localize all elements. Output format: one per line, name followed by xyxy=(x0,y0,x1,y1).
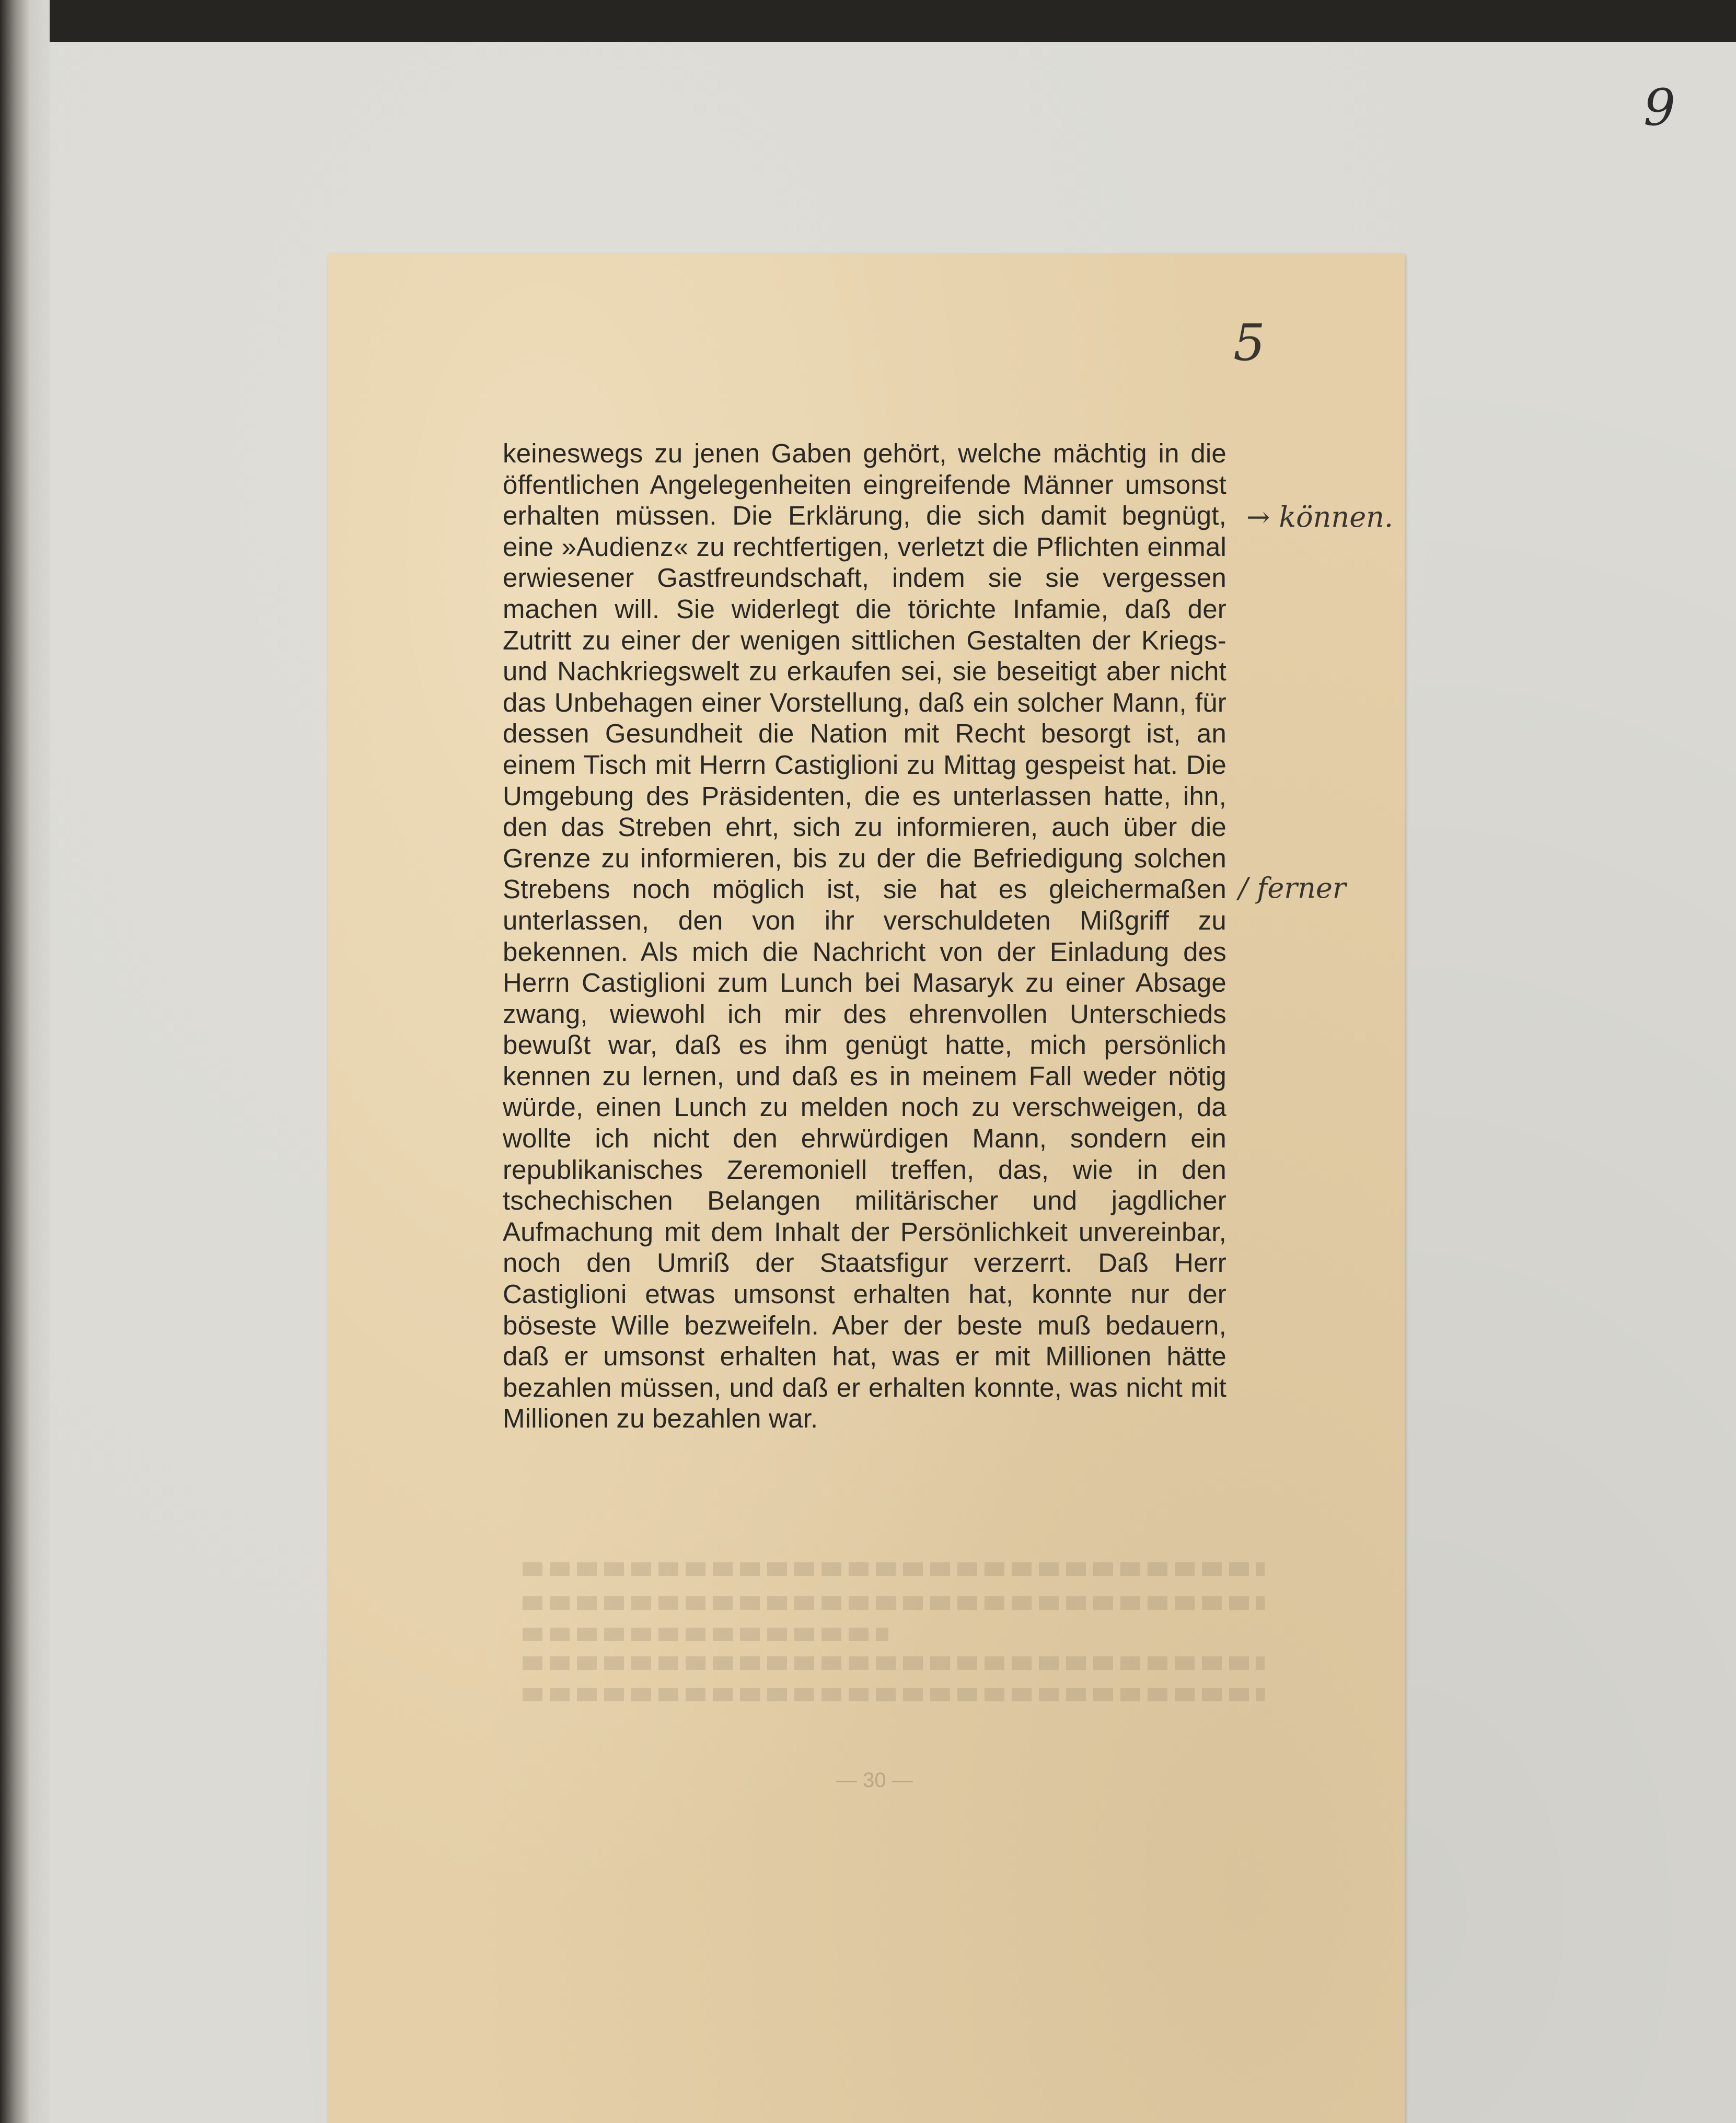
bleed-through-line xyxy=(523,1656,1265,1670)
handwritten-margin-note: / ferner xyxy=(1239,872,1346,904)
album-page-number: 9 xyxy=(1644,78,1676,137)
bleed-through-folio: — 30 — xyxy=(836,1769,913,1792)
clipping-page-number: 5 xyxy=(1233,314,1266,372)
handwritten-margin-note: → können. xyxy=(1246,501,1394,533)
article-body: keineswegs zu jenen Gaben gehört, welche mächtig in die öffentlichen Angelegenheiten eingreifende Männer umsonst erhalten müssen. Die Erklärung, die sich damit begnügt, eine »Audienz« zu rechtfertigen, verletzt die Pflichten einmal erwiesener Gastfreundschaft, indem sie sie vergessen machen will. Sie widerlegt die törichte Infamie, daß der Zutritt zu einer der wenigen sittlichen Gestalten der Kriegs- und Nachkriegswelt zu erkaufen sei, sie beseitigt aber nicht das Unbehagen einer Vorstellung, daß ein solcher Mann, für dessen Gesundheit die Nation mit Recht besorgt ist, an einem Tisch mit Herrn Castiglioni zu Mittag gespeist hat. Die Umgebung des Präsidenten, die es unterlassen hatte, ihn, den das Streben ehrt, sich zu informieren, auch über die Grenze zu informieren, bis zu der die Befriedigung solchen Strebens noch möglich ist, sie hat es gleichermaßen unterlassen, den von ihr verschuldeten Mißgriff zu bekennen. Als mich die Nachricht von der Einladung des Herrn Castiglioni zum Lunch bei Masaryk zu einer Absage zwang, wiewohl ich mir des ehrenvollen Unterschieds bewußt war, daß es ihm genügt hatte, mich persönlich kennen zu lernen, und daß es in meinem Fall weder nötig würde, einen Lunch zu melden noch zu verschweigen, da wollte ich nicht den ehrwürdigen Mann, sondern ein republikanisches Zeremoniell treffen, das, wie in den tschechischen Belangen militärischer und jagdlicher Aufmachung mit dem Inhalt der Persönlichkeit unvereinbar, noch den Umriß der Staatsfigur verzerrt. Daß Herr Castiglioni etwas umsonst erhalten hat, konnte nur der böseste Wille bezweifeln. Aber der beste muß bedauern, daß er umsonst erhalten hat, was er mit Millionen hätte bezahlen müssen, und daß er erhalten konnte, was nicht mit Millionen zu bezahlen war. xyxy=(503,438,1226,1434)
bleed-through-line xyxy=(523,1596,1265,1610)
album-spine xyxy=(0,0,50,2123)
bleed-through-line xyxy=(523,1562,1265,1576)
bleed-through-line xyxy=(523,1628,888,1641)
bleed-through-line xyxy=(523,1688,1265,1701)
